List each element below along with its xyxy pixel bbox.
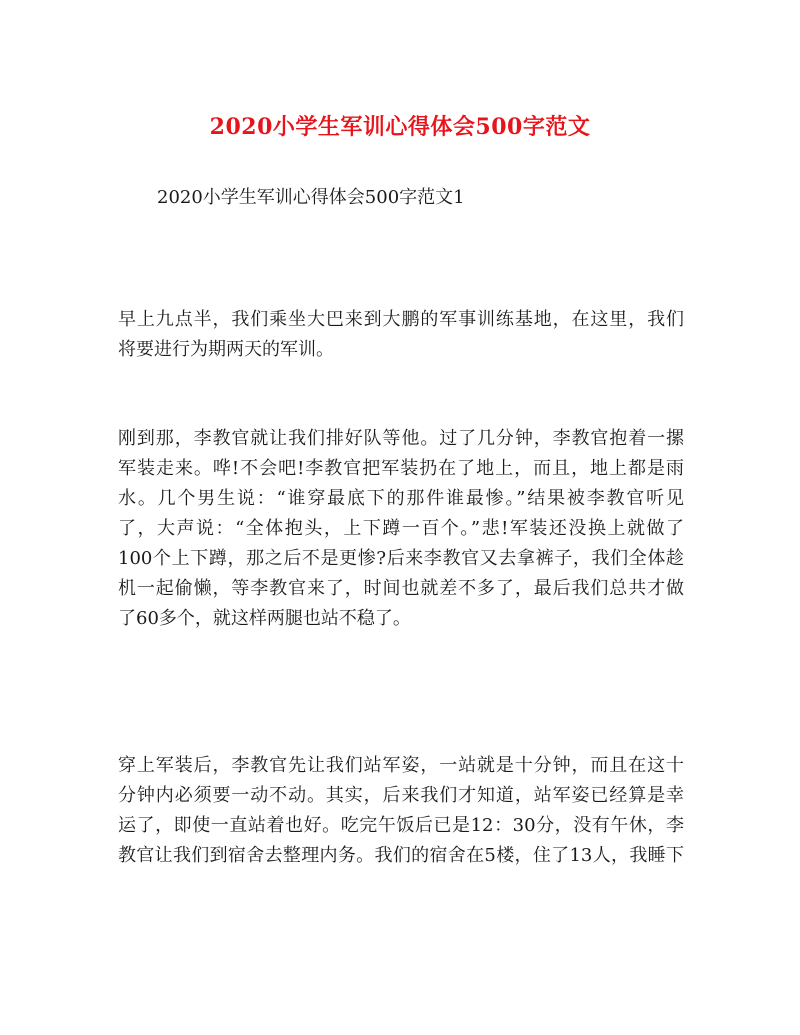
paragraph-line: 教官让我们到宿舍去整理内务。我们的宿舍在5楼，住了13人，我睡下 — [118, 845, 684, 866]
paragraph-line: 水。几个男生说：“谁穿最底下的那件谁最惨。”结果被李教官听见 — [118, 488, 684, 509]
paragraph-line: 机一起偷懒，等李教官来了，时间也就差不多了，最后我们总共才做 — [118, 578, 684, 599]
paragraph-line: 100个上下蹲，那之后不是更惨?后来李教官又去拿裤子，我们全体趁 — [118, 548, 684, 569]
paragraph-3 — [118, 751, 684, 871]
paragraph-2 — [118, 424, 684, 634]
paragraph-line: 运了，即使一直站着也好。吃完午饭后已是12：30分，没有午休，李 — [118, 815, 684, 836]
paragraph-line: 早上九点半，我们乘坐大巴来到大鹏的军事训练基地，在这里，我们 — [118, 309, 684, 330]
paragraph-line: 军装走来。哗!不会吧!李教官把军装扔在了地上，而且，地上都是雨 — [118, 458, 684, 479]
paragraph-line: 刚到那，李教官就让我们排好队等他。过了几分钟，李教官抱着一摞 — [118, 428, 684, 449]
document-subtitle: 2020小学生军训心得体会500字范文1 — [157, 187, 465, 208]
paragraph-line: 分钟内必须要一动不动。其实，后来我们才知道，站军姿已经算是幸 — [118, 785, 684, 806]
paragraph-1 — [118, 305, 684, 365]
paragraph-line: 将要进行为期两天的军训。 — [118, 339, 334, 360]
paragraph-line: 了60多个，就这样两腿也站不稳了。 — [118, 608, 411, 629]
paragraph-line: 穿上军装后，李教官先让我们站军姿，一站就是十分钟，而且在这十 — [118, 755, 684, 776]
document-title: 2020小学生军训心得体会500字范文 — [209, 114, 591, 140]
paragraph-line: 了，大声说：“全体抱头，上下蹲一百个。”悲!军装还没换上就做了 — [118, 518, 684, 539]
